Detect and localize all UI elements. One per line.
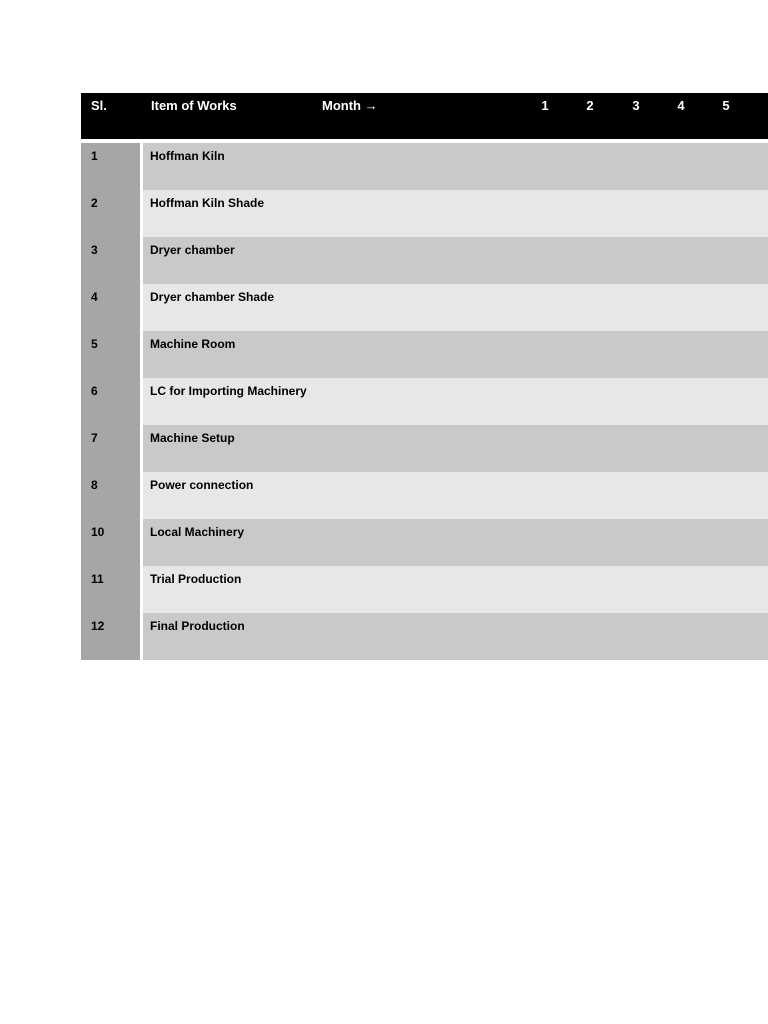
table-row: [81, 237, 768, 284]
row-sl-number: 12: [81, 613, 140, 660]
row-item-of-works: Machine Room: [143, 331, 768, 378]
row-item-of-works: Final Production: [143, 613, 768, 660]
row-item-of-works: Machine Setup: [143, 425, 768, 472]
row-item-of-works: Dryer chamber: [143, 237, 768, 284]
row-sl-number: 11: [81, 566, 140, 613]
row-item-of-works: Local Machinery: [143, 519, 768, 566]
row-sl-number: 5: [81, 331, 140, 378]
row-sl-number: 4: [81, 284, 140, 331]
schedule-table: [81, 93, 768, 660]
row-item-of-works: Hoffman Kiln Shade: [143, 190, 768, 237]
table-row: [81, 613, 768, 660]
row-item-of-works: Trial Production: [143, 566, 768, 613]
table-header: [81, 93, 768, 139]
header-item-of-works: Item of Works: [151, 98, 237, 113]
table-row: [81, 472, 768, 519]
row-sl-number: 7: [81, 425, 140, 472]
row-item-of-works: Power connection: [143, 472, 768, 519]
header-month-3: 3: [632, 98, 640, 113]
table-row: [81, 519, 768, 566]
header-sl: Sl.: [91, 98, 107, 113]
header-month-1: 1: [541, 98, 549, 113]
table-row: [81, 378, 768, 425]
row-item-of-works: Dryer chamber Shade: [143, 284, 768, 331]
row-item-of-works: Hoffman Kiln: [143, 143, 768, 190]
table-row: [81, 284, 768, 331]
row-sl-number: 10: [81, 519, 140, 566]
table-row: [81, 425, 768, 472]
header-month-5: 5: [722, 98, 730, 113]
row-sl-number: 3: [81, 237, 140, 284]
table-row: [81, 331, 768, 378]
table-row: [81, 143, 768, 190]
table-row: [81, 566, 768, 613]
row-sl-number: 2: [81, 190, 140, 237]
header-month-2: 2: [586, 98, 594, 113]
row-sl-number: 1: [81, 143, 140, 190]
row-sl-number: 6: [81, 378, 140, 425]
row-sl-number: 8: [81, 472, 140, 519]
header-month-4: 4: [677, 98, 685, 113]
row-item-of-works: LC for Importing Machinery: [143, 378, 768, 425]
table-row: [81, 190, 768, 237]
table-body: [81, 143, 768, 660]
header-month: Month →: [322, 98, 378, 113]
